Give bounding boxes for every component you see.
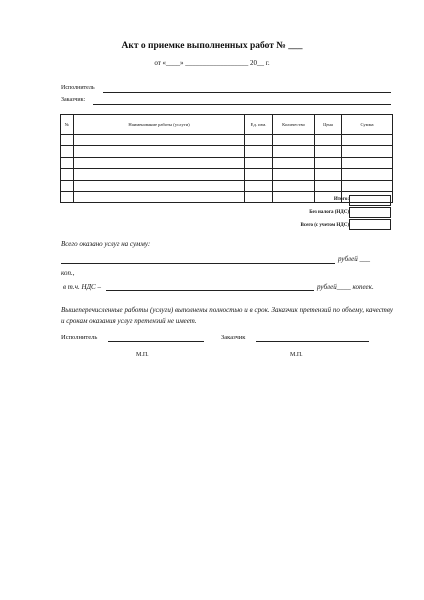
amount-in-words-line [61,263,335,264]
executor-signature-label: Исполнитель [61,334,98,341]
table-cell [315,135,342,146]
column-header-name: Наименование работы (услуги) [74,115,245,135]
table-cell [342,146,393,157]
table-cell [245,135,273,146]
table-cell [61,169,74,180]
total-services-text: Всего оказано услуг на сумму: [61,240,151,248]
column-header-amount: Сумма [342,115,393,135]
table-cell [61,135,74,146]
table-row [61,180,393,191]
table-cell [315,146,342,157]
table-cell [315,180,342,191]
total-without-vat-label: Без налога (НДС) [309,210,349,215]
table-header-row [61,115,393,135]
table-cell [74,135,245,146]
column-header-unit: Ед. изм. [245,115,273,135]
works-table [60,114,393,203]
vat-amount-line [106,290,314,291]
table-cell [74,191,245,202]
table-cell [315,157,342,168]
total-value-box [349,195,391,206]
table-cell [245,191,273,202]
table-cell [61,157,74,168]
column-header-price: Цена [315,115,342,135]
table-row [61,169,393,180]
executor-label: Исполнитель [61,85,95,91]
table-cell [74,146,245,157]
vat-prefix-text: в т.ч. НДС – [63,283,101,291]
executor-fill-line [103,92,391,93]
table-cell [61,146,74,157]
executor-stamp-place: М.П. [136,352,149,358]
total-with-vat-label: Всего (с учетом НДС) [300,223,349,228]
table-cell [245,180,273,191]
table-cell [342,135,393,146]
customer-signature-line [256,341,369,342]
column-header-number: № [61,115,74,135]
table-cell [342,169,393,180]
table-cell [273,135,315,146]
table-row [61,157,393,168]
table-row [61,135,393,146]
table-cell [74,157,245,168]
total-without-vat-box [349,207,391,218]
total-label: Итого: [333,197,349,202]
customer-fill-line [93,104,391,105]
table-cell [273,180,315,191]
vat-rubles-text: рублей____ копеек. [317,283,374,291]
table-cell [342,180,393,191]
table-cell [342,157,393,168]
customer-stamp-place: М.П. [290,352,303,358]
column-header-quantity: Количество [273,115,315,135]
table-cell [315,169,342,180]
table-cell [61,180,74,191]
kopecks-text: коп., [61,269,75,277]
table-cell [273,169,315,180]
table-cell [61,191,74,202]
table-cell [245,169,273,180]
table-row [61,146,393,157]
customer-label: Заказчик: [61,97,86,103]
table-cell [245,157,273,168]
table-cell [273,157,315,168]
executor-signature-line [108,341,204,342]
table-cell [74,180,245,191]
document-date-line: от «____» __________________ 20__ г. [154,59,270,67]
table-cell [245,146,273,157]
customer-signature-label: Заказчик [221,334,246,341]
document-title: Акт о приемке выполненных работ № ___ [121,41,303,51]
table-cell [273,146,315,157]
table-cell [273,191,315,202]
total-with-vat-box [349,219,391,230]
rubles-text: рублей ___ [338,255,370,263]
table-cell [74,169,245,180]
acceptance-statement: Вышеперечисленные работы (услуги) выполнены полностью и в срок. Заказчик претензий по объему, качеству и срокам оказания услуг претензий не имеет. [61,306,393,325]
